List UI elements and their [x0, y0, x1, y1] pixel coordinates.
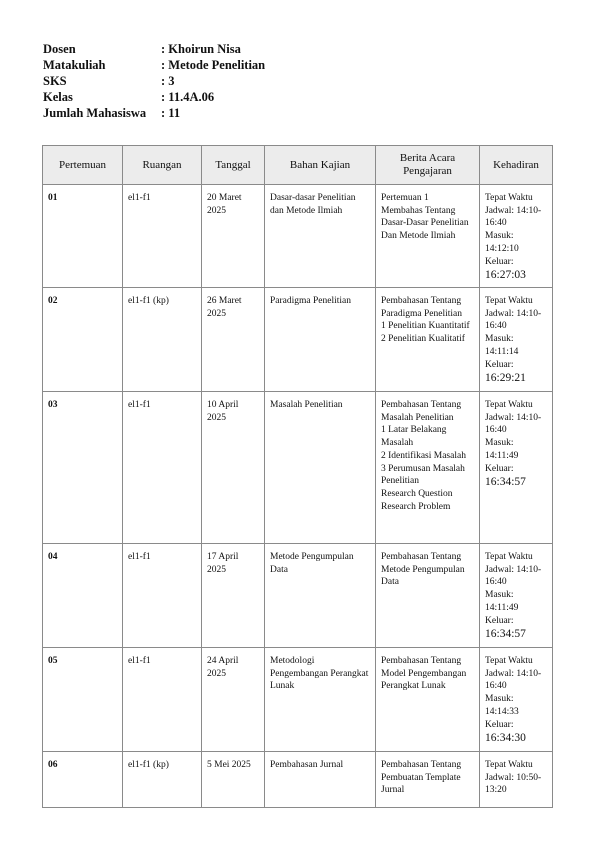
table-row: [43, 392, 553, 544]
table-row: [43, 185, 553, 288]
attendance-check-out-label: Keluar:: [485, 615, 514, 626]
attendance-check-out-label: Keluar:: [485, 719, 514, 730]
header-attendance: Kehadiran: [480, 146, 553, 185]
info-value: : Metode Penelitian: [161, 58, 266, 72]
room-cell: el1-f1: [123, 185, 202, 288]
table-row: [43, 544, 553, 648]
course-info: [43, 42, 265, 122]
meeting-number: 02: [43, 288, 123, 392]
info-value: : 11: [161, 106, 181, 120]
info-label: Kelas: [43, 90, 73, 104]
topic-cell: Masalah Penelitian: [265, 392, 376, 544]
attendance-check-out-label: Keluar:: [485, 256, 514, 267]
teaching-notes-text: Pertemuan 1 Membahas Tentang Dasar-Dasar Penelitian Dan Metode Ilmiah: [381, 193, 469, 242]
topic-cell: Dasar-dasar Penelitian dan Metode Ilmiah: [265, 185, 376, 288]
attendance-check-out-time: 16:27:03: [485, 269, 526, 282]
room-cell: el1-f1 (kp): [123, 752, 202, 808]
header-date: Tanggal: [202, 146, 265, 185]
table-row: [43, 288, 553, 392]
attendance-status: Tepat Waktu: [485, 400, 533, 410]
header-room: Ruangan: [123, 146, 202, 185]
attendance-schedule: Jadwal: 14:10-16:40: [485, 412, 542, 436]
info-label: Matakuliah: [43, 58, 106, 72]
attendance-check-in: Masuk: 14:11:49: [485, 438, 519, 461]
attendance-check-out-time: 16:34:57: [485, 476, 526, 489]
teaching-notes-cell: [376, 752, 480, 808]
attendance-status: Tepat Waktu: [485, 552, 533, 562]
teaching-notes-cell: [376, 288, 480, 392]
attendance-schedule: Jadwal: 10:50-13:20: [485, 772, 542, 796]
room-cell: el1-f1: [123, 544, 202, 648]
meeting-number: 05: [43, 648, 123, 752]
attendance-check-out-time: 16:34:30: [485, 732, 526, 745]
attendance-check-in: Masuk: 14:12:10: [485, 231, 519, 254]
attendance-status: Tepat Waktu: [485, 656, 533, 666]
attendance-cell: [480, 185, 553, 288]
table-row: [43, 648, 553, 752]
meeting-number: 04: [43, 544, 123, 648]
header-topic: Bahan Kajian: [265, 146, 376, 185]
attendance-cell: [480, 392, 553, 544]
room-cell: el1-f1: [123, 648, 202, 752]
meeting-number: 03: [43, 392, 123, 544]
attendance-status: Tepat Waktu: [485, 193, 533, 203]
date-cell: 10 April 2025: [202, 392, 265, 544]
attendance-schedule: Jadwal: 14:10-16:40: [485, 668, 542, 692]
info-value: : 3: [161, 74, 175, 88]
attendance-cell: [480, 648, 553, 752]
attendance-table: [42, 145, 553, 808]
teaching-notes-cell: [376, 392, 480, 544]
date-cell: 17 April 2025: [202, 544, 265, 648]
teaching-notes-cell: [376, 648, 480, 752]
attendance-schedule: Jadwal: 14:10-16:40: [485, 205, 542, 229]
info-row-lecturer: [43, 42, 265, 58]
info-value: : 11.4A.06: [161, 90, 215, 104]
info-label: Dosen: [43, 42, 76, 56]
table-header-row: [43, 146, 553, 185]
table-row: [43, 752, 553, 808]
attendance-check-in: Masuk: 14:11:14: [485, 334, 519, 357]
teaching-notes-cell: [376, 185, 480, 288]
room-cell: el1-f1: [123, 392, 202, 544]
date-cell: 26 Maret 2025: [202, 288, 265, 392]
info-row-course: [43, 58, 265, 74]
meeting-number: 01: [43, 185, 123, 288]
attendance-cell: [480, 544, 553, 648]
attendance-cell: [480, 288, 553, 392]
room-cell: el1-f1 (kp): [123, 288, 202, 392]
date-cell: 24 April 2025: [202, 648, 265, 752]
attendance-status: Tepat Waktu: [485, 760, 533, 770]
meeting-number: 06: [43, 752, 123, 808]
teaching-notes-text: Pembahasan Tentang Masalah Penelitian 1 Latar Belakang Masalah 2 Identifikasi Masalah 3 Perumusan Masalah Penelitian Research Question Research Problem: [381, 400, 466, 512]
attendance-check-in: Masuk: 14:11:49: [485, 590, 519, 613]
teaching-notes-cell: [376, 544, 480, 648]
attendance-check-out-label: Keluar:: [485, 359, 514, 370]
attendance-schedule: Jadwal: 14:10-16:40: [485, 564, 542, 588]
header-meeting: Pertemuan: [43, 146, 123, 185]
info-row-students: [43, 106, 265, 122]
teaching-notes-text: Pembahasan Tentang Metode Pengumpulan Data: [381, 552, 465, 588]
info-label: SKS: [43, 74, 67, 88]
attendance-check-out-time: 16:34:57: [485, 628, 526, 641]
attendance-schedule: Jadwal: 14:10-16:40: [485, 308, 542, 332]
attendance-check-out-label: Keluar:: [485, 463, 514, 474]
topic-cell: Metodologi Pengembangan Perangkat Lunak: [265, 648, 376, 752]
date-cell: 20 Maret 2025: [202, 185, 265, 288]
topic-cell: Paradigma Penelitian: [265, 288, 376, 392]
info-value: : Khoirun Nisa: [161, 42, 241, 56]
teaching-notes-text: Pembahasan Tentang Model Pengembangan Perangkat Lunak: [381, 656, 467, 692]
info-row-credits: [43, 74, 265, 90]
attendance-check-out-time: 16:29:21: [485, 372, 526, 385]
attendance-check-in: Masuk: 14:14:33: [485, 694, 519, 717]
attendance-status: Tepat Waktu: [485, 296, 533, 306]
topic-cell: Metode Pengumpulan Data: [265, 544, 376, 648]
topic-cell: Pembahasan Jurnal: [265, 752, 376, 808]
header-teaching-notes: Berita Acara Pengajaran: [376, 146, 480, 185]
info-row-class: [43, 90, 265, 106]
teaching-notes-text: Pembahasan Tentang Pembuatan Template Jurnal: [381, 760, 462, 796]
attendance-cell: [480, 752, 553, 808]
teaching-notes-text: Pembahasan Tentang Paradigma Penelitian 1 Penelitian Kuantitatif 2 Penelitian Kualitatif: [381, 296, 470, 345]
info-label: Jumlah Mahasiswa: [43, 106, 147, 120]
date-cell: 5 Mei 2025: [202, 752, 265, 808]
